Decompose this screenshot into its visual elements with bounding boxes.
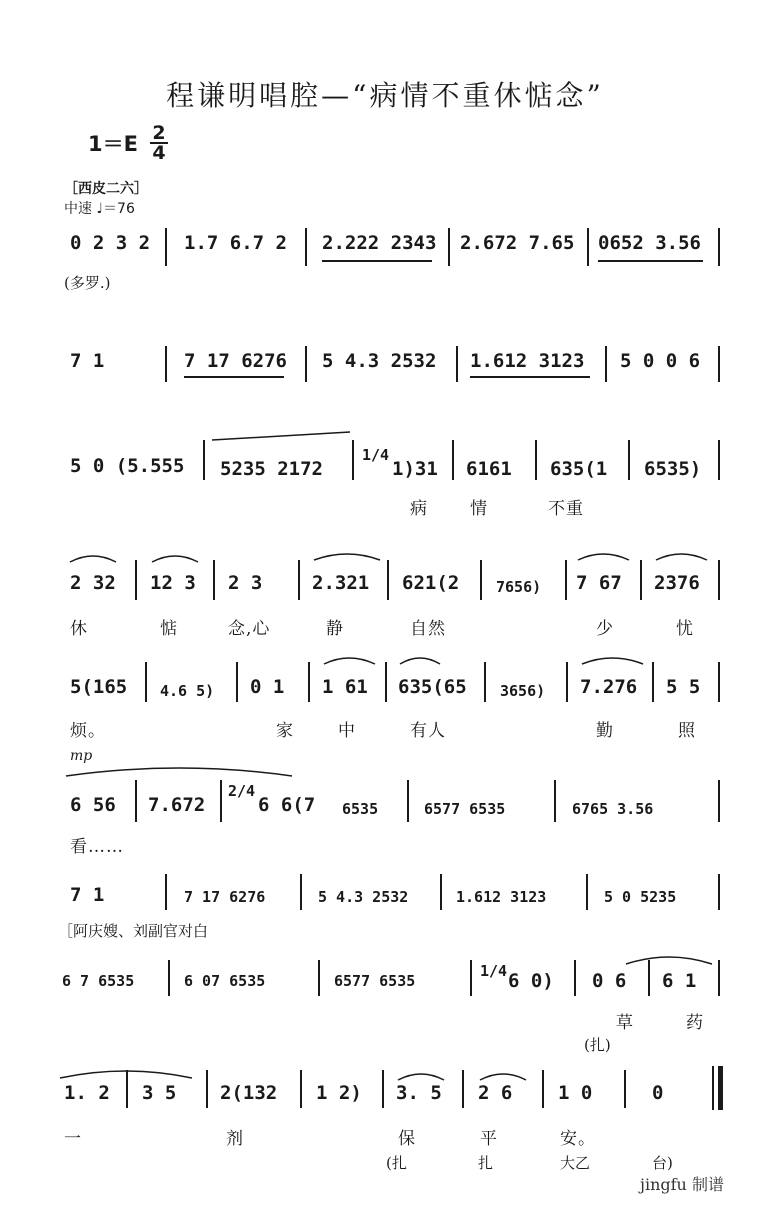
barline — [605, 346, 607, 382]
row4-m5: 621(2 — [402, 572, 460, 594]
lyric: 病 — [410, 499, 428, 519]
beam — [322, 260, 432, 262]
lyric: 念,心 — [228, 619, 271, 639]
row2-m1: 7 1 — [70, 350, 105, 372]
final-barline-thin — [712, 1066, 714, 1110]
barline — [236, 662, 238, 702]
row1-m4: 2.672 7.65 — [460, 232, 575, 254]
barline — [718, 780, 720, 822]
row4-m7: 7 67 — [576, 572, 622, 594]
barline — [305, 346, 307, 382]
barline — [126, 1070, 128, 1108]
transcriber-credit: jingfu 制谱 — [640, 1175, 724, 1194]
barline — [480, 560, 482, 600]
barline — [718, 662, 720, 702]
slur — [580, 652, 645, 666]
lyric: 有人 — [410, 721, 446, 741]
lyric: 情 — [470, 499, 488, 519]
slur — [312, 548, 382, 562]
row2-m5: 5 0 0 6 — [620, 350, 701, 372]
lyric: 一 — [64, 1129, 82, 1149]
barline — [220, 780, 222, 822]
row4-m2: 12 3 — [150, 572, 196, 594]
row8-time-change: 1/4 — [480, 962, 508, 980]
row5-m2: 4.6 5) — [160, 682, 215, 700]
row6-m5: 6577 6535 — [424, 800, 506, 818]
slur — [150, 550, 200, 564]
barline — [318, 960, 320, 996]
row7-m5: 5 0 5235 — [604, 888, 677, 906]
row6-time-change: 2/4 — [228, 782, 256, 800]
row5-m8: 5 5 — [666, 676, 701, 698]
row2-m2: 7 17 6276 — [184, 350, 287, 372]
row3-m6: 6535) — [644, 458, 702, 480]
row9-m8: 0 — [652, 1082, 664, 1104]
percussion-cue: (扎 — [386, 1154, 407, 1172]
dialogue-cue: ［阿庆嫂、刘副官对白 — [58, 922, 209, 940]
row5-m4: 1 61 — [322, 676, 368, 698]
lyric: 惦 — [160, 619, 178, 639]
row9-m5: 3. 5 — [396, 1082, 442, 1104]
lyric: 自然 — [410, 619, 446, 639]
row1-m3: 2.222 2343 — [322, 232, 437, 254]
barline — [203, 440, 205, 480]
slur — [322, 652, 377, 666]
row4-m1: 2 32 — [70, 572, 116, 594]
barline — [470, 960, 472, 996]
row6-m1: 6 56 — [70, 794, 116, 816]
row1-m5: 0652 3.56 — [598, 232, 701, 254]
slur — [654, 548, 709, 562]
barline — [298, 560, 300, 600]
row7-m4: 1.612 3123 — [456, 888, 547, 906]
row8-m1: 6 7 6535 — [62, 972, 135, 990]
row8-m6: 6 1 — [662, 970, 697, 992]
barline — [145, 662, 147, 702]
row5-m1: 5(165 — [70, 676, 128, 698]
barline — [718, 560, 720, 600]
row6-m3: 6 6(7 — [258, 794, 316, 816]
lyric: 草 — [616, 1013, 634, 1033]
lyric: 勤 — [596, 721, 614, 741]
slur — [396, 1068, 446, 1082]
barline — [213, 560, 215, 600]
row4-m8: 2376 — [654, 572, 700, 594]
lyric: 少 — [596, 619, 614, 639]
row4-m3: 2 3 — [228, 572, 263, 594]
barline — [586, 874, 588, 910]
row5-m7: 7.276 — [580, 676, 638, 698]
lyric: 不重 — [548, 499, 584, 519]
percussion-cue: (扎) — [584, 1036, 611, 1054]
barline — [640, 560, 642, 600]
barline — [165, 228, 167, 266]
barline — [407, 780, 409, 822]
barline — [718, 874, 720, 910]
barline — [456, 346, 458, 382]
barline — [718, 346, 720, 382]
lyric: 平 — [480, 1129, 498, 1149]
barline — [718, 228, 720, 266]
barline — [535, 440, 537, 480]
barline — [628, 440, 630, 480]
tempo-marking: 中速 ♩＝76 — [64, 201, 135, 217]
lyric: 安。 — [560, 1129, 596, 1149]
lyric: 中 — [338, 721, 356, 741]
barline — [462, 1070, 464, 1108]
row1-m1: 0 2 3 2 — [70, 232, 151, 254]
lyric: 剂 — [226, 1129, 244, 1149]
barline — [542, 1070, 544, 1108]
barline — [587, 228, 589, 266]
time-signature-bottom: 4 — [152, 142, 166, 164]
barline — [135, 560, 137, 600]
slur — [576, 548, 631, 562]
row8-m4: 6 0) — [508, 970, 554, 992]
time-signature-top: 2 — [152, 122, 166, 144]
row8-m3: 6577 6535 — [334, 972, 416, 990]
mode-label: ［西皮二六］ — [64, 181, 148, 197]
barline — [165, 346, 167, 382]
barline — [565, 560, 567, 600]
row5-m5: 635(65 — [398, 676, 467, 698]
barline — [718, 440, 720, 480]
slur — [64, 758, 294, 778]
barline — [440, 874, 442, 910]
barline — [308, 662, 310, 702]
row1-m2: 1.7 6.7 2 — [184, 232, 287, 254]
barline — [387, 560, 389, 600]
row7-m2: 7 17 6276 — [184, 888, 266, 906]
lyric: 休 — [70, 619, 88, 639]
row7-m3: 5 4.3 2532 — [318, 888, 409, 906]
barline — [566, 662, 568, 702]
barline — [352, 440, 354, 480]
slur — [478, 1068, 528, 1082]
row3-m3: 1)31 — [392, 458, 438, 480]
barline — [385, 662, 387, 702]
slur — [398, 652, 442, 666]
barline — [305, 228, 307, 266]
row5-m6: 3656) — [500, 682, 546, 700]
percussion-cue: 台) — [652, 1154, 673, 1172]
lyric: 家 — [276, 721, 294, 741]
row9-m3: 2(132 — [220, 1082, 278, 1104]
barline — [574, 960, 576, 996]
barline — [300, 1070, 302, 1108]
row9-m2: 3 5 — [142, 1082, 177, 1104]
row6-m2: 7.672 — [148, 794, 206, 816]
barline — [448, 228, 450, 266]
lyric: 忧 — [676, 619, 694, 639]
final-barline-thick — [718, 1066, 723, 1110]
lyric: 药 — [686, 1013, 704, 1033]
barline — [718, 960, 720, 996]
beam — [598, 260, 703, 262]
barline — [652, 662, 654, 702]
slur — [210, 428, 355, 442]
row6-m4: 6535 — [342, 800, 379, 818]
row5-m3: 0 1 — [250, 676, 285, 698]
time-signature — [150, 124, 168, 162]
barline — [168, 960, 170, 996]
slur — [68, 550, 118, 564]
row4-m6: 7656) — [496, 578, 542, 596]
row7-m1: 7 1 — [70, 884, 105, 906]
row3-m5: 635(1 — [550, 458, 608, 480]
percussion-cue: 扎 — [478, 1154, 494, 1172]
row9-m1: 1. 2 — [64, 1082, 110, 1104]
barline — [382, 1070, 384, 1108]
lyric: 静 — [326, 619, 344, 639]
lyric: 烦。 — [70, 721, 106, 741]
row6-m6: 6765 3.56 — [572, 800, 654, 818]
barline — [135, 780, 137, 822]
lyric: 照 — [678, 721, 696, 741]
barline — [165, 874, 167, 910]
row3-m4: 6161 — [466, 458, 512, 480]
page-title: 程谦明唱腔—“病情不重休惦念” — [166, 79, 604, 112]
row3-time-change: 1/4 — [362, 446, 390, 464]
beam — [184, 376, 284, 378]
barline — [452, 440, 454, 480]
barline — [554, 780, 556, 822]
row9-m6: 2 6 — [478, 1082, 513, 1104]
row2-m3: 5 4.3 2532 — [322, 350, 437, 372]
barline — [484, 662, 486, 702]
barline — [300, 874, 302, 910]
percussion-cue: 大乙 — [560, 1154, 591, 1172]
row3-m2: 5235 2172 — [220, 458, 323, 480]
row8-m5: 0 6 — [592, 970, 627, 992]
slur — [624, 950, 714, 966]
barline — [206, 1070, 208, 1108]
barline — [624, 1070, 626, 1108]
percussion-cue: (多罗.) — [64, 274, 111, 292]
row2-m4: 1.612 3123 — [470, 350, 585, 372]
row9-m4: 1 2) — [316, 1082, 362, 1104]
lyric: 保 — [398, 1129, 416, 1149]
key-signature: 1＝E — [88, 132, 138, 156]
dynamic-marking: mp — [70, 748, 93, 764]
row4-m4: 2.321 — [312, 572, 370, 594]
row8-m2: 6 07 6535 — [184, 972, 266, 990]
lyric: 看…… — [70, 837, 124, 857]
row3-m1: 5 0 (5.555 — [70, 455, 185, 477]
beam — [470, 376, 590, 378]
row9-m7: 1 0 — [558, 1082, 593, 1104]
